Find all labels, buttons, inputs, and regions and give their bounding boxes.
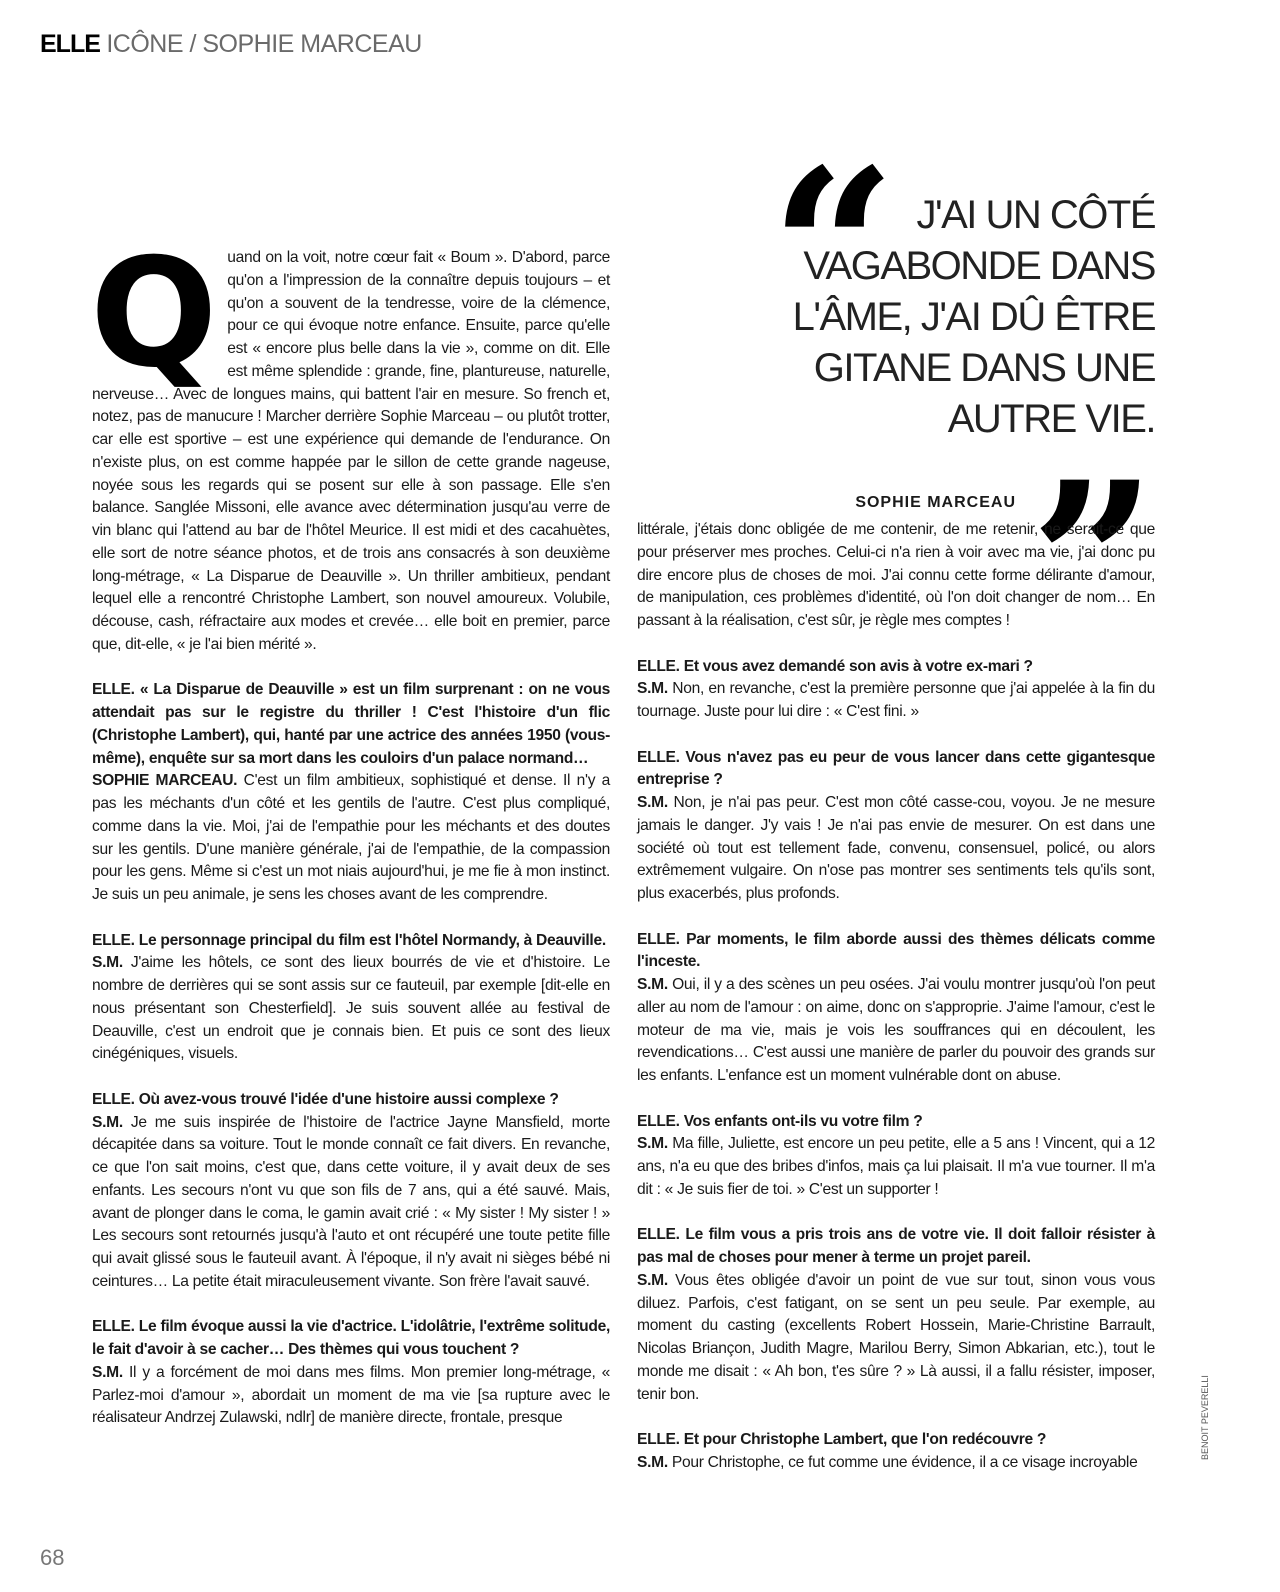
answer: Oui, il y a des scènes un peu osées. J'ai voulu montrer jusqu'où l'on peut aller au nom de l'amour : on aime, donc on s'approprie. J'aime l'amour, c'est le moteur de ma vie, mais je vois les souffrances qui en découlent, les revendications… C'est aussi une manière de parler du pouvoir des grands sur les enfants. L'enfance est un moment vulnérable dont on abuse. — [637, 976, 1155, 1084]
speaker: S.M. — [92, 1363, 123, 1381]
continued-paragraph: littérale, j'étais donc obligée de me contenir, de me retenir, ne serait-ce que pour préserver mes proches. Celui-ci n'a rien à voir avec ma vie, j'ai donc pu dire encore plus de choses de moi. J'ai connu cette forme délirante d'amour, de manipulation, ces problèmes d'identité, où l'on doit changer de nom… En passant à la réalisation, c'est sûr, je règle mes comptes ! — [637, 521, 1155, 629]
speaker: S.M. — [92, 1113, 123, 1131]
page-number: 68 — [40, 1545, 65, 1570]
answer: Non, je n'ai pas peur. C'est mon côté casse-cou, voyou. Je ne mesure jamais le danger. J'y vais ! Je n'ai pas envie de mesurer. On est dans une société où tout est tellement fade, convenu, consensuel, policé, ou alors extrêmement vulgaire. On n'ose pas montrer ses sentiments tels qu'ils sont, plus exacerbés, plus profonds. — [637, 794, 1155, 902]
qa-block — [637, 1111, 1155, 1202]
qa-block — [92, 930, 610, 1067]
intro-text: uand on la voit, notre cœur fait « Boum ». D'abord, parce qu'on a l'impression de la connaître depuis toujours – et qu'on a souvent de la tendresse, voire de la clémence, pour ce qui évoque notre enfance. Ensuite, parce qu'elle est « encore plus belle dans la vie », comme on dit. Elle est même splendide : grande, fine, plantureuse, naturelle, nerveuse… Avec de longues mains, qui battent l'air en mesure. So french et, notez, pas de manucure ! Marcher derrière Sophie Marceau – ou plutôt trotter, car elle est sportive – est une expérience qui demande de l'endurance. On n'existe plus, on est comme happée par le sillon de cette grande nageuse, noyée sous les regards qui se posent sur elle à son passage. Elle s'en balance. Sanglée Missoni, elle avance avec détermination jusqu'au verre de vin blanc qui l'attend au bar de l'hôtel Meurice. Il est midi et des cacahuètes, elle sort de notre séance photos, et de trois ans consacrés à son deuxième long-métrage, « La Disparue de Deauville ». Un thriller ambitieux, pendant lequel elle a rencontré Christophe Lambert, son nouvel amoureux. Volubile, découse, cash, réfractaire aux modes et crevée… elle boit en premier, parce que, dit-elle, « je l'ai bien mérité ». — [92, 249, 610, 653]
speaker: S.M. — [92, 954, 123, 972]
question: ELLE. Le personnage principal du film est l'hôtel Normandy, à Deauville. — [92, 931, 606, 949]
question: ELLE. Vous n'avez pas eu peur de vous lancer dans cette gigantesque entreprise ? — [637, 748, 1155, 789]
drop-cap: Q — [90, 227, 218, 401]
question: ELLE. Le film évoque aussi la vie d'actrice. L'idolâtrie, l'extrême solitude, le fait d'avoir à se cacher… Des thèmes qui vous touchent ? — [92, 1318, 610, 1358]
answer: J'aime les hôtels, ce sont des lieux bourrés de vie et d'histoire. Le nombre de derrières qui se sont assis sur ce fauteuil, par exemple [dit-elle en nous présentant son Chesterfield]. Je suis souvent allée au festival de Deauville, c'est un endroit que je connais bien. Et puis ce sont des lieux cinégéniques, visuels. — [92, 954, 610, 1063]
close-quote-mark: ” — [1030, 433, 1157, 692]
qa-block — [637, 929, 1155, 1088]
speaker: S.M. — [637, 1135, 668, 1153]
answer: Ma fille, Juliette, est encore un peu petite, elle a 5 ans ! Vincent, qui a 12 ans, n'a eu que des bribes d'infos, mais ça lui plaisait. Il m'a vue tourner. Il m'a dit : « Je suis fier de toi. » C'est un supporter ! — [637, 1135, 1155, 1198]
question: ELLE. Le film vous a pris trois ans de votre vie. Il doit falloir résister à pas mal de choses pour mener à terme un projet pareil. — [637, 1226, 1155, 1266]
qa-block — [92, 679, 610, 907]
qa-block — [637, 1224, 1155, 1406]
qa-block — [92, 1089, 610, 1294]
qa-block — [637, 747, 1155, 906]
pull-quote-text: J'AI UN CÔTÉ VAGABONDE DANS L'ÂME, J'AI DÛ ÊTRE GITANE DANS UNE AUTRE VIE. — [792, 193, 1155, 441]
qa-block — [637, 1429, 1155, 1475]
question: ELLE. Et pour Christophe Lambert, que l'on redécouvre ? — [637, 1431, 1047, 1448]
qa-block — [92, 1316, 610, 1430]
photo-credit: BENOIT PEVERELLI — [1200, 1375, 1210, 1460]
speaker: SOPHIE MARCEAU. — [92, 772, 238, 790]
answer: Non, en revanche, c'est la première personne que j'ai appelée à la fin du tournage. Juste pour lui dire : « C'est fini. » — [637, 680, 1155, 720]
answer: Il y a forcément de moi dans mes films. Mon premier long-métrage, « Parlez-moi d'amour », abordait un moment de ma vie [sa rupture avec le réalisateur Andrzej Zulawski, ndlr] de manière directe, frontale, presque — [92, 1363, 610, 1427]
question: ELLE. Par moments, le film aborde aussi des thèmes délicats comme l'inceste. — [637, 930, 1155, 971]
question: ELLE. « La Disparue de Deauville » est un film surprenant : on ne vous attendait pas sur le registre du thriller ! C'est l'histoire d'un flic (Christophe Lambert), qui, hanté par une actrice des années 1950 (vous-même), enquête sur sa mort dans les couloirs d'un palace normand… — [92, 681, 610, 767]
answer: C'est un film ambitieux, sophistiqué et dense. Il n'y a pas les méchants d'un côté et les gentils de l'autre. C'est plus compliqué, comme dans la vie. Moi, j'ai de l'empathie pour les méchants et des doutes sur les gentils. D'une manière générale, j'ai de l'empathie, de la compassion pour les gens. Même si c'est un mot niais aujourd'hui, je me fie à mon instinct. Je suis un peu animale, je sens les choses avant de les comprendre. — [92, 772, 610, 903]
right-column — [637, 519, 1155, 1497]
speaker: S.M. — [637, 680, 668, 698]
question: ELLE. Vos enfants ont-ils vu votre film ? — [637, 1112, 923, 1130]
speaker: S.M. — [637, 794, 668, 811]
magazine-brand: ELLE — [40, 30, 100, 58]
page-header — [40, 30, 422, 59]
open-quote-mark: “ — [770, 120, 897, 379]
intro-paragraph — [90, 227, 610, 657]
pull-quote-author: SOPHIE MARCEAU — [855, 494, 1016, 511]
speaker: S.M. — [637, 976, 668, 993]
answer: Vous êtes obligée d'avoir un point de vue sur tout, sinon vous vous diluez. Parfois, c'est fatigant, on se sent un peu seule. Par exemple, au moment du casting (excellents Robert Hossein, Marie-Christine Barrault, Nicolas Briançon, Judith Magre, Marilou Berry, Simon Abkarian, etc.), tout le monde me disait : « Ah bon, t'es sûre ? » Là aussi, il a fallu résister, imposer, tenir bon. — [637, 1271, 1155, 1403]
qa-block — [637, 656, 1155, 724]
section-title: ICÔNE / SOPHIE MARCEAU — [106, 30, 422, 58]
answer: Je me suis inspirée de l'histoire de l'actrice Jayne Mansfield, morte décapitée dans sa voiture. Tout le monde connaît ce fait divers. En revanche, ce que l'on sait moins, c'est que, dans cette voiture, il y avait deux de ses enfants. Les secours n'ont vu que son fils de 7 ans, qui a été sauvé. Mais, avant de plonger dans le coma, le gamin avait crié : « My sister ! My sister ! » Les secours sont retournés jusqu'à l'auto et ont récupéré une toute petite fille qui avait glissé sous le fauteuil avant. À l'époque, il n'y avait ni sièges bébé ni ceintures… La petite était miraculeusement vivante. Son frère l'avait sauvé. — [92, 1113, 610, 1290]
question: ELLE. Où avez-vous trouvé l'idée d'une histoire aussi complexe ? — [92, 1090, 559, 1108]
answer: Pour Christophe, ce fut comme une évidence, il a ce visage incroyable — [667, 1453, 1138, 1471]
left-column — [90, 227, 610, 1453]
speaker: S.M. — [637, 1453, 668, 1471]
speaker: S.M. — [637, 1271, 668, 1289]
question: ELLE. Et vous avez demandé son avis à votre ex-mari ? — [637, 657, 1033, 675]
